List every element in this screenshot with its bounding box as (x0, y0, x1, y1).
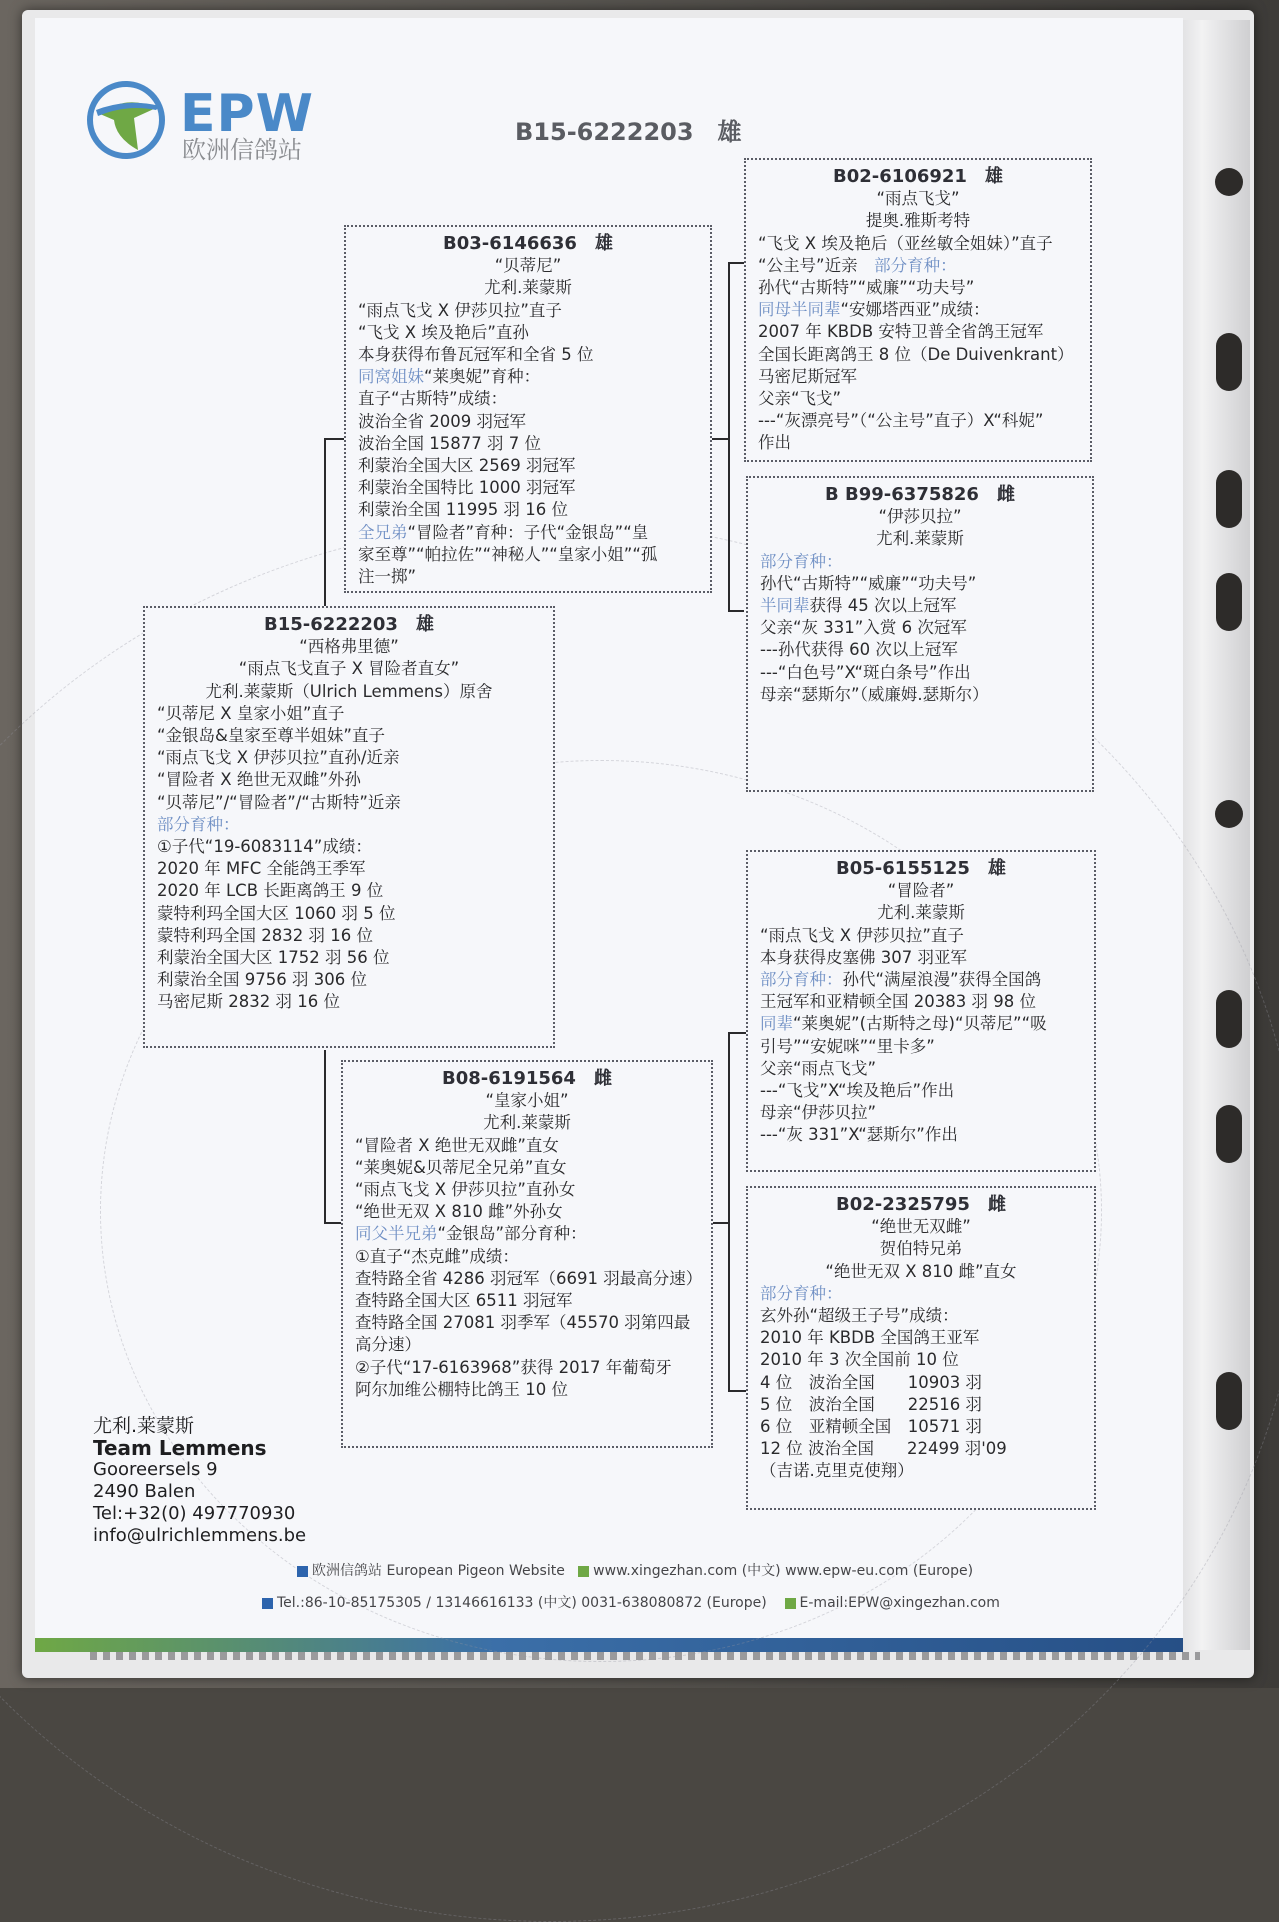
card-line: 2020 年 LCB 长距离鸽王 9 位 (157, 881, 384, 901)
card-line: 利蒙治全国大区 2569 羽冠军 (358, 456, 576, 476)
card-header: B02-2325795 雌 (836, 1194, 1006, 1215)
binder-hole (1216, 990, 1242, 1048)
breeding-label: 同父半兄弟 (355, 1224, 438, 1244)
card-line: 尤利.莱蒙斯 (876, 529, 964, 549)
street-address: Gooreersels 9 (93, 1459, 218, 1480)
card-line: 注一掷” (358, 567, 417, 587)
card-line: 5 位 波治全国 22516 羽 (760, 1394, 982, 1414)
card-line: 直子“古斯特”成绩： (358, 389, 508, 409)
footer-line-1 (297, 1560, 973, 1580)
card-line: 父亲“灰 331”入赏 6 次冠军 (760, 618, 967, 638)
card-line: 2010 年 KBDB 全国鸽王亚军 (760, 1328, 980, 1348)
binder-hole (1216, 333, 1242, 391)
card-line: 利蒙治全国 9756 羽 306 位 (157, 970, 367, 990)
card-line: 部分育种： (760, 551, 843, 571)
card-line: 利蒙治全国特比 1000 羽冠军 (358, 478, 576, 498)
card-line: 尤利.莱蒙斯 (483, 1113, 571, 1133)
card-header: B B99-6375826 雌 (825, 484, 1015, 505)
subject-card (143, 606, 555, 1048)
card-line: 母亲“瑟斯尔”（威廉姆.瑟斯尔） (760, 684, 989, 704)
connector-line (728, 1032, 746, 1034)
card-line: 6 位 亚精顿全国 10571 羽 (760, 1417, 982, 1437)
footer-web: www.xingezhan.com (中文) www.epw-eu.com (Europe) (593, 1563, 974, 1579)
connector-line (728, 262, 744, 264)
card-line: 部分育种： (760, 1283, 843, 1303)
card-line: 同辈“莱奥妮”(古斯特之母)“贝蒂尼”“吸 (760, 1014, 1047, 1034)
binder-hole (1216, 1105, 1242, 1163)
page-title: B15-6222203 雄 (515, 118, 742, 146)
dam-card (341, 1060, 713, 1448)
connector-line (728, 1032, 730, 1392)
brand-name: EPW (180, 84, 314, 144)
card-line: ---孙代获得 60 次以上冠军 (760, 640, 958, 660)
card-line: 4 位 波治全国 10903 羽 (760, 1372, 982, 1392)
card-line: 部分育种：孙代“满屋浪漫”获得全国鸽 (760, 970, 1042, 990)
card-line: （吉诺.克里克使翔） (760, 1461, 914, 1481)
card-line: 波治全省 2009 羽冠军 (358, 411, 526, 431)
card-line: 同母半同辈“安娜塔西亚”成绩： (758, 300, 990, 320)
card-line: “金银岛&皇家至尊半姐妹”直子 (157, 726, 385, 746)
dam-sire-card (746, 850, 1096, 1172)
green-square-icon (578, 1566, 589, 1577)
card-line: “皇家小姐” (485, 1091, 569, 1111)
breeding-label: 部分育种： (760, 970, 843, 990)
card-line: “绝世无双 X 810 雌”外孙女 (355, 1202, 563, 1222)
card-line: 全国长距离鸽王 8 位（De Duivenkrant） (758, 344, 1074, 364)
card-line: “公主号”近亲 部分育种： (758, 255, 957, 275)
footer-line-2 (262, 1592, 1000, 1612)
breeding-label: 半同辈 (760, 596, 810, 616)
card-line: 2007 年 KBDB 安特卫普全省鸽王冠军 (758, 322, 1044, 342)
breeding-label: 全兄弟 (358, 522, 408, 542)
card-line: 提奥.雅斯考特 (865, 211, 971, 231)
connector-line (728, 1390, 746, 1392)
card-line: 高分速） (355, 1335, 421, 1355)
card-line: 本身获得布鲁瓦冠军和全省 5 位 (358, 345, 594, 365)
breeding-label: 同辈 (760, 1014, 793, 1034)
card-line: ---“灰 331”X“瑟斯尔”作出 (760, 1125, 958, 1145)
card-line: ①直子“杰克雌”成绩： (355, 1246, 519, 1266)
card-line: 查特路全国 27081 羽季军（45570 羽第四最 (355, 1313, 691, 1333)
breeding-label: 同窝姐妹 (358, 367, 424, 387)
footer-site-en: European Pigeon Website (386, 1563, 565, 1579)
binder-hole (1215, 168, 1243, 196)
card-line: “雨点飞戈 X 伊莎贝拉”直孙/近亲 (157, 748, 400, 768)
card-line: 部分育种： (157, 814, 240, 834)
card-line: 利蒙治全国大区 1752 羽 56 位 (157, 948, 390, 968)
card-line: ②子代“17-6163968”获得 2017 年葡萄牙 (355, 1357, 672, 1377)
card-line: “西格弗里德” (299, 637, 399, 657)
connector-line (324, 1050, 326, 1224)
dam-dam-card (746, 1186, 1096, 1510)
card-line: “冒险者 X 绝世无双雌”直女 (355, 1135, 559, 1155)
card-line: 蒙特利玛全国大区 1060 羽 5 位 (157, 903, 396, 923)
card-line: “雨点飞戈 X 伊莎贝拉”直孙女 (355, 1180, 576, 1200)
footer-color-bar (35, 1638, 1183, 1652)
card-line: “贝蒂尼”/“冒险者”/“古斯特”近亲 (157, 792, 401, 812)
binder-hole (1216, 470, 1242, 528)
card-line: “雨点飞戈” (876, 189, 960, 209)
card-header: B08-6191564 雌 (442, 1068, 612, 1089)
card-line: 波治全国 15877 羽 7 位 (358, 433, 541, 453)
card-line: “绝世无双 X 810 雌”直女 (825, 1261, 1017, 1281)
binder-hole (1216, 573, 1242, 631)
brand-cn-name: 欧洲信鸽站 (182, 136, 302, 164)
breeder-contact (93, 1415, 306, 1547)
green-square-icon (785, 1598, 796, 1609)
binder-hole (1216, 1372, 1242, 1430)
email-address: info@ulrichlemmens.be (93, 1525, 307, 1546)
card-line: ---“灰漂亮号”（“公主号”直子）X“科妮” (758, 411, 1044, 431)
card-line: “伊莎贝拉” (878, 507, 962, 527)
card-line: 玄外孙“超级王子号”成绩： (760, 1306, 959, 1326)
card-line: ①子代“19-6083114”成绩： (157, 837, 372, 857)
card-line: 尤利.莱蒙斯（Ulrich Lemmens）原舍 (205, 681, 493, 701)
card-line: 父亲“飞戈” (758, 389, 842, 409)
card-line: 作出 (758, 433, 791, 453)
card-line: “飞戈 X 埃及艳后”直孙 (358, 322, 529, 342)
card-line: 2010 年 3 次全国前 10 位 (760, 1350, 959, 1370)
connector-line (324, 438, 344, 440)
connector-line (728, 610, 744, 612)
card-line: “飞戈 X 埃及艳后（亚丝敏全姐妹）”直子 (758, 233, 1053, 253)
card-line: 马密尼斯冠军 (758, 366, 857, 386)
card-line: “绝世无双雌” (871, 1217, 971, 1237)
card-line: “冒险者 X 绝世无双雌”外孙 (157, 770, 361, 790)
card-line: 贺伯特兄弟 (879, 1239, 963, 1259)
card-line: 孙代“古斯特”“威廉”“功夫号” (758, 278, 975, 298)
phone-number: Tel:+32(0) 497770930 (93, 1503, 296, 1524)
card-line: 父亲“雨点飞戈” (760, 1058, 877, 1078)
card-line: 马密尼斯 2832 羽 16 位 (157, 992, 340, 1012)
sire-dam-card (746, 476, 1094, 792)
card-line: “贝蒂尼” (494, 256, 562, 276)
card-line: 查特路全省 4286 羽冠军（6691 羽最高分速） (355, 1268, 703, 1288)
card-line: 12 位 波治全国 22499 羽'09 (760, 1439, 1007, 1459)
card-line: 同窝姐妹“莱奥妮”育种： (358, 367, 541, 387)
card-line: “贝蒂尼 X 皇家小姐”直子 (157, 703, 345, 723)
breeder-name: 尤利.莱蒙斯 (93, 1415, 195, 1437)
pigeon-logo-icon (86, 80, 166, 160)
card-line: 查特路全国大区 6511 羽冠军 (355, 1291, 573, 1311)
card-line: 孙代“古斯特”“威廉”“功夫号” (760, 573, 977, 593)
card-line: ---“飞戈”X“埃及艳后”作出 (760, 1081, 955, 1101)
card-line: 尤利.莱蒙斯 (877, 903, 965, 923)
epw-logo (86, 80, 314, 164)
card-line: “雨点飞戈 X 伊莎贝拉”直子 (358, 300, 562, 320)
card-line: 家至尊”“帕拉佐”“神秘人”“皇家小姐”“孤 (358, 544, 658, 564)
card-header: B02-6106921 雄 (833, 166, 1003, 187)
card-line: 2020 年 MFC 全能鸽王季军 (157, 859, 366, 879)
card-line: “冒险者” (887, 881, 955, 901)
card-line: 本身获得皮塞佛 307 羽亚军 (760, 947, 967, 967)
card-line: 引号”“安妮咪”“里卡多” (760, 1036, 935, 1056)
connector-line (324, 438, 326, 610)
sire-sire-card (744, 158, 1092, 462)
footer-tel: Tel.:86-10-85175305 / 13146616133 (中文) 0031-638080872 (Europe) (277, 1595, 767, 1611)
sleeve-perforation (90, 1652, 1200, 1660)
card-header: B15-6222203 雄 (264, 614, 434, 635)
card-header: B03-6146636 雄 (443, 233, 613, 254)
card-line: 王冠军和亚精顿全国 20383 羽 98 位 (760, 992, 1036, 1012)
breeding-label: 部分育种： (874, 255, 957, 275)
card-header: B05-6155125 雄 (836, 858, 1006, 879)
card-line: 全兄弟“冒险者”育种：子代“金银岛”“皇 (358, 522, 649, 542)
card-line: “莱奥妮&贝蒂尼全兄弟”直女 (355, 1157, 567, 1177)
city-address: 2490 Balen (93, 1481, 196, 1502)
sire-card (344, 225, 712, 593)
card-line: 半同辈获得 45 次以上冠军 (760, 596, 957, 616)
card-line: “雨点飞戈直子 X 冒险者直女” (238, 659, 460, 679)
card-line: “雨点飞戈 X 伊莎贝拉”直子 (760, 925, 964, 945)
blue-square-icon (297, 1566, 308, 1577)
breeding-label: 同母半同辈 (758, 300, 841, 320)
blue-square-icon (262, 1598, 273, 1609)
card-line: 母亲“伊莎贝拉” (760, 1103, 877, 1123)
card-line: 利蒙治全国 11995 羽 16 位 (358, 500, 568, 520)
team-name: Team Lemmens (93, 1436, 267, 1460)
card-line: 同父半兄弟“金银岛”部分育种： (355, 1224, 587, 1244)
card-line: 阿尔加维公棚特比鸽王 10 位 (355, 1379, 568, 1399)
footer-site-cn: 欧洲信鸽站 (312, 1563, 382, 1579)
footer-email: E-mail:EPW@xingezhan.com (799, 1595, 1000, 1611)
connector-line (728, 262, 730, 612)
card-line: 蒙特利玛全国 2832 羽 16 位 (157, 925, 373, 945)
card-line: 尤利.莱蒙斯 (484, 278, 572, 298)
binder-hole (1215, 800, 1243, 828)
card-line: ---“白色号”X“斑白条号”作出 (760, 662, 971, 682)
